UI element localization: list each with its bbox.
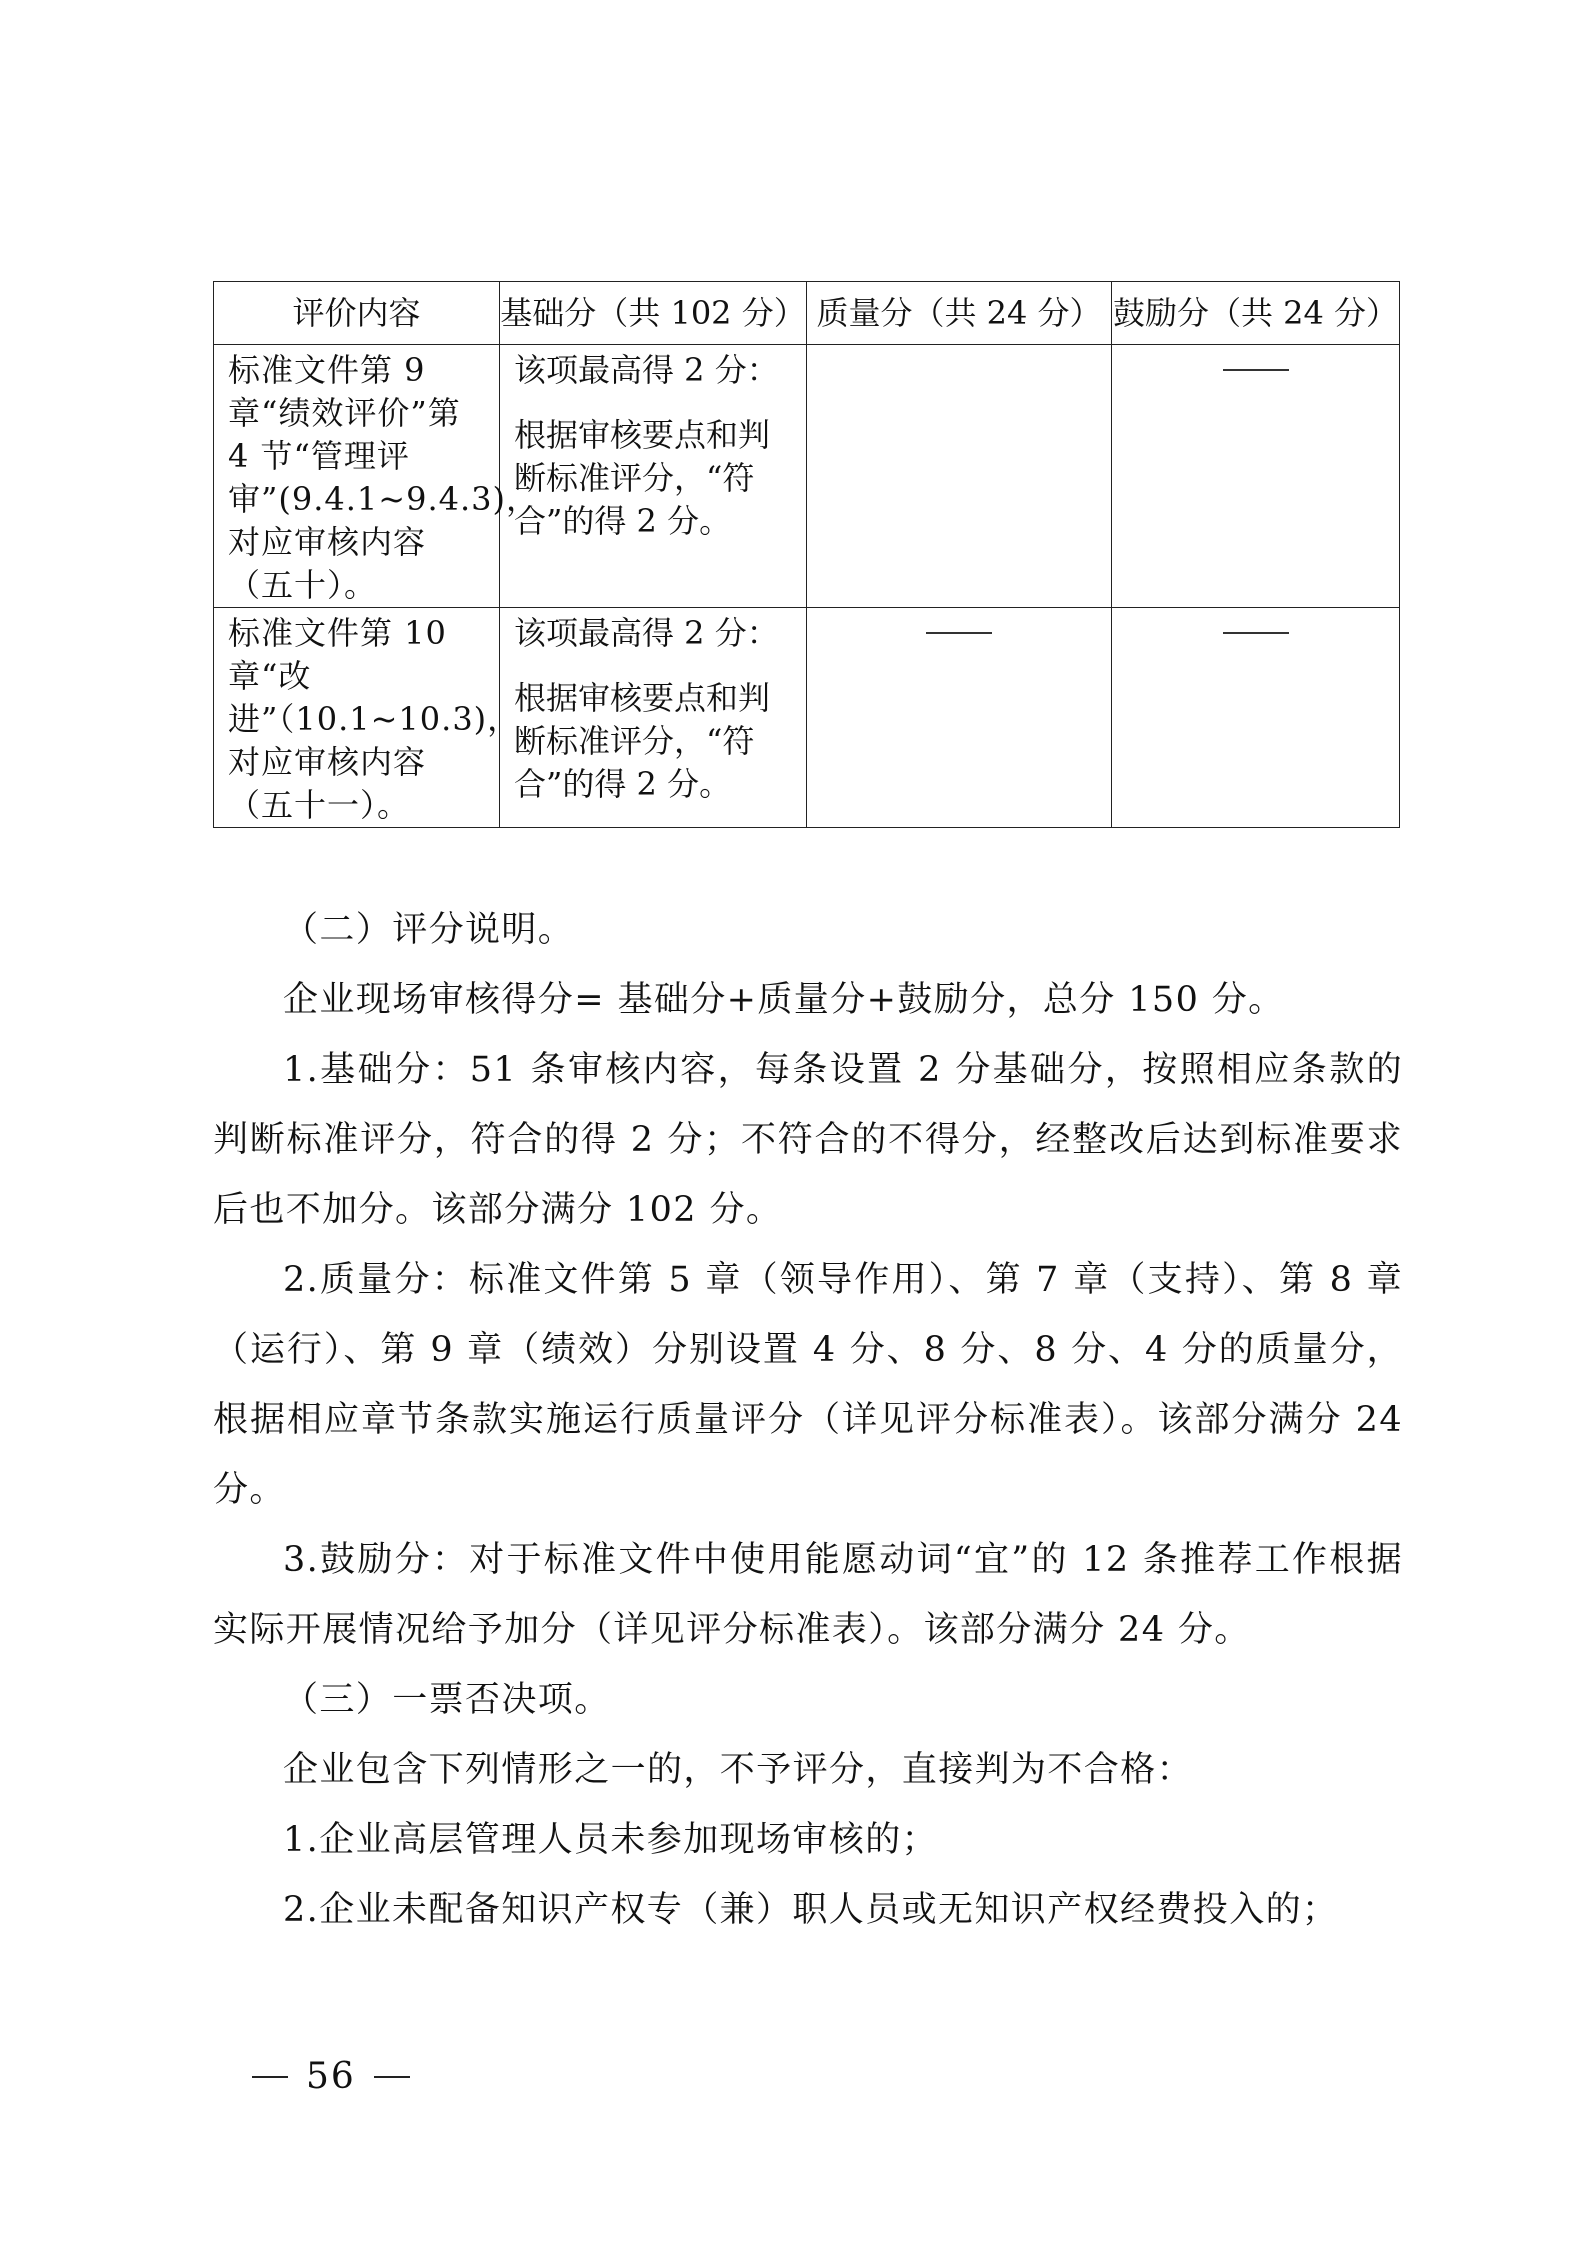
row-encourage-score [1112, 608, 1400, 828]
footer-dash-right [374, 2076, 410, 2078]
header-base-score: 基础分（共 102 分） [500, 282, 807, 345]
row-encourage-score [1112, 345, 1400, 608]
body-text [213, 895, 1403, 1945]
row-quality-score [807, 345, 1112, 608]
header-encourage-score: 鼓励分（共 24 分） [1112, 282, 1400, 345]
paragraph-total-formula: 企业现场审核得分= 基础分+质量分+鼓励分，总分 150 分。 [283, 980, 1285, 1020]
paragraph-quality-score: 2.质量分：标准文件第 5 章（领导作用）、第 7 章（支持）、第 8 章（运行）、第 9 章（绩效）分别设置 4 分、8 分、8 分、4 分的质量分，根据相应章节条款实施运行质量评分（详见评分标准表）。该部分满分 24 分。 [213, 1260, 1403, 1510]
dash-mark [926, 632, 992, 634]
footer-dash-left [252, 2076, 288, 2078]
dash-mark [1223, 632, 1289, 634]
base-score-line: 该项最高得 2 分： [514, 351, 779, 389]
paragraph-veto-intro: 企业包含下列情形之一的，不予评分，直接判为不合格： [283, 1750, 1194, 1790]
row-base-score [500, 608, 807, 828]
header-evaluation-content: 评价内容 [214, 282, 500, 345]
dash-mark [1223, 369, 1289, 371]
table-row [214, 345, 1400, 608]
page-footer [252, 2056, 410, 2097]
page-number: 56 [306, 2056, 356, 2097]
paragraph-base-score: 1.基础分：51 条审核内容，每条设置 2 分基础分，按照相应条款的判断标准评分，符合的得 2 分；不符合的不得分，经整改后达到标准要求后也不加分。该部分满分 102 分。 [213, 1050, 1403, 1230]
paragraph-veto-item-1: 1.企业高层管理人员未参加现场审核的； [283, 1820, 938, 1860]
base-score-rule: 根据审核要点和判断标准评分，“符合”的得 2 分。 [514, 416, 771, 540]
table-header-row [214, 282, 1400, 345]
base-score-rule: 根据审核要点和判断标准评分，“符合”的得 2 分。 [514, 679, 771, 803]
section-heading-scoring: （二）评分说明。 [283, 910, 575, 950]
scoring-table [213, 281, 1400, 828]
content-text: 标准文件第 10 章“改进”（10.1~10.3)，对应审核内容（五十一）。 [228, 614, 521, 824]
paragraph-veto-item-2: 2.企业未配备知识产权专（兼）职人员或无知识产权经费投入的； [283, 1890, 1339, 1930]
row-evaluation-content [214, 608, 521, 828]
section-heading-veto: （三）一票否决项。 [283, 1680, 611, 1720]
quality-score-text [807, 345, 1111, 349]
content-text: 标准文件第 9 章“绩效评价”第 4 节“管理评审”(9.4.1~9.4.3)，对应审核内容（五十）。 [228, 351, 539, 604]
paragraph-encourage-score: 3.鼓励分：对于标准文件中使用能愿动词“宜”的 12 条推荐工作根据实际开展情况给予加分（详见评分标准表）。该部分满分 24 分。 [213, 1540, 1403, 1650]
header-quality-score: 质量分（共 24 分） [807, 282, 1112, 345]
base-score-line: 该项最高得 2 分： [514, 614, 779, 652]
table-row [214, 608, 1400, 828]
row-base-score [500, 345, 807, 608]
row-quality-score [807, 608, 1112, 828]
row-evaluation-content [214, 345, 539, 608]
